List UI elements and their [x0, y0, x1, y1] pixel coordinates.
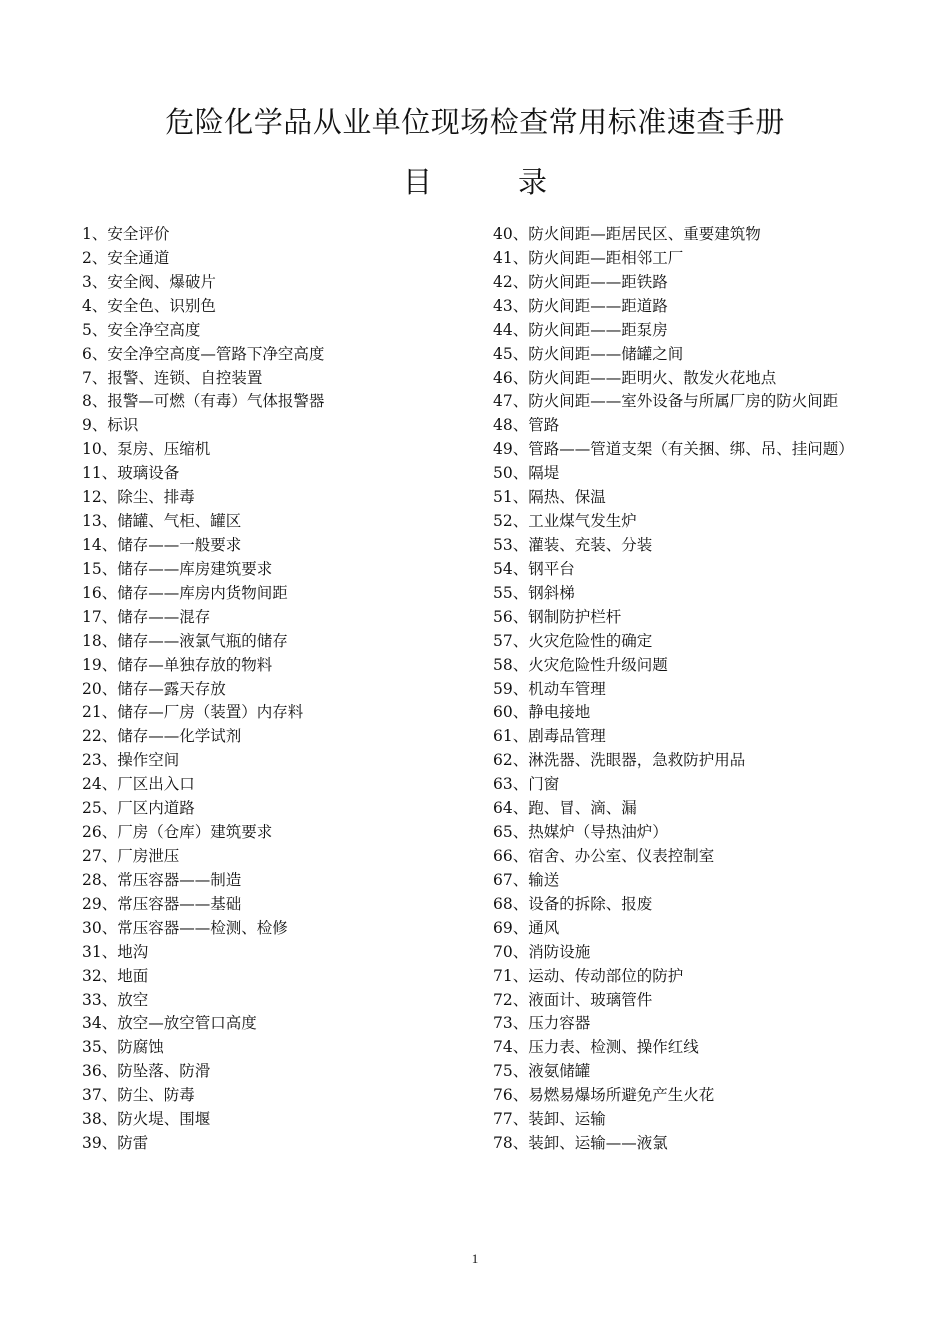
- toc-entry: 75、液氨储罐: [493, 1062, 591, 1081]
- toc-entry: 69、通风: [493, 918, 560, 937]
- toc-entry: 17、储存——混存: [82, 607, 211, 626]
- toc-entry: 6、安全净空高度—管路下净空高度: [82, 344, 325, 363]
- toc-entry: 40、防火间距—距居民区、重要建筑物: [493, 225, 761, 243]
- toc-entry: 63、门窗: [493, 775, 560, 794]
- toc-entry: 50、隔堤: [493, 464, 560, 483]
- toc-entry: 33、放空: [82, 990, 149, 1009]
- toc-entry: 15、储存——库房建筑要求: [82, 559, 273, 578]
- toc-entry: 7、报警、连锁、自控装置: [82, 368, 263, 387]
- toc-entry: 3、安全阀、爆破片: [82, 272, 216, 291]
- toc-entry: 31、地沟: [82, 942, 149, 961]
- toc-entry: 12、除尘、排毒: [82, 488, 195, 507]
- toc-entry: 8、报警—可燃（有毒）气体报警器: [82, 392, 325, 411]
- toc-entry: 4、安全色、识别色: [82, 296, 216, 315]
- toc-entry: 58、火灾危险性升级问题: [493, 655, 668, 674]
- toc-entry: 21、储存—厂房（装置）内存料: [82, 703, 304, 722]
- toc-entry: 20、储存—露天存放: [82, 679, 226, 698]
- toc-entry: 45、防火间距——储罐之间: [493, 344, 684, 363]
- toc-entry: 9、标识: [82, 416, 139, 435]
- toc-entry: 59、机动车管理: [493, 679, 606, 698]
- toc-entry: 49、管路——管道支架（有关捆、绑、吊、挂问题）: [493, 440, 854, 459]
- toc-entry: 2、安全通道: [82, 248, 170, 267]
- toc-entry: 32、地面: [82, 966, 149, 985]
- toc-entry: 41、防火间距—距相邻工厂: [493, 248, 684, 267]
- toc-right-column: [493, 223, 913, 1156]
- toc-entry: 36、防坠落、防滑: [82, 1062, 211, 1081]
- toc-entry: 65、热媒炉（导热油炉）: [493, 823, 668, 842]
- toc-entry: 64、跑、冒、滴、漏: [493, 799, 637, 818]
- toc-entry: 18、储存——液氯气瓶的储存: [82, 631, 288, 650]
- toc-entry: 22、储存——化学试剂: [82, 727, 242, 746]
- toc-entry: 47、防火间距——室外设备与所属厂房的防火间距: [493, 392, 839, 411]
- toc-entry: 71、运动、传动部位的防护: [493, 966, 684, 985]
- toc-entry: 66、宿舍、办公室、仪表控制室: [493, 846, 715, 865]
- toc-entry: 56、钢制防护栏杆: [493, 607, 622, 626]
- toc-entry: 62、淋洗器、洗眼器，急救防护用品: [493, 751, 746, 770]
- document-title: 危险化学品从业单位现场检查常用标准速查手册: [165, 105, 785, 139]
- toc-entry: 38、防火堤、围堰: [82, 1110, 211, 1129]
- toc-entry: 19、储存—单独存放的物料: [82, 655, 273, 674]
- toc-heading-char-2: 录: [517, 165, 547, 199]
- toc-entry: 46、防火间距——距明火、散发火花地点: [493, 368, 777, 387]
- toc-entry: 14、储存——一般要求: [82, 535, 242, 554]
- toc-entry: 23、操作空间: [82, 751, 180, 770]
- toc-heading: [0, 160, 950, 201]
- toc-entry: 74、压力表、检测、操作红线: [493, 1038, 699, 1057]
- toc-entry: 35、防腐蚀: [82, 1038, 164, 1057]
- toc-entry: 76、易燃易爆场所避免产生火花: [493, 1086, 715, 1105]
- toc-entry: 5、安全净空高度: [82, 320, 201, 339]
- toc-heading-char-1: 目: [402, 165, 432, 199]
- toc-entry: 44、防火间距——距泵房: [493, 320, 668, 339]
- page-number: 1: [471, 1251, 479, 1266]
- toc-entry: 34、放空—放空管口高度: [82, 1014, 257, 1033]
- toc-entry: 13、储罐、气柜、罐区: [82, 512, 242, 531]
- toc-entry: 61、剧毒品管理: [493, 727, 606, 746]
- toc-entry: 42、防火间距——距铁路: [493, 272, 668, 291]
- toc-entry: 51、隔热、保温: [493, 488, 606, 507]
- toc-entry: 26、厂房（仓库）建筑要求: [82, 823, 273, 842]
- toc-left-column: [82, 223, 482, 1156]
- toc-entry: 29、常压容器——基础: [82, 894, 242, 913]
- toc-entry: 52、工业煤气发生炉: [493, 512, 637, 531]
- toc-entry: 24、厂区出入口: [82, 775, 195, 794]
- toc-entry: 55、钢斜梯: [493, 583, 575, 602]
- toc-entry: 11、玻璃设备: [82, 464, 180, 483]
- toc-entry: 53、灌装、充装、分装: [493, 535, 653, 554]
- toc-entry: 16、储存——库房内货物间距: [82, 583, 288, 602]
- toc-entry: 77、装卸、运输: [493, 1110, 606, 1129]
- toc-entry: 28、常压容器——制造: [82, 870, 242, 889]
- toc-entry: 60、静电接地: [493, 703, 591, 722]
- toc-entry: 67、输送: [493, 870, 560, 889]
- toc-entry: 57、火灾危险性的确定: [493, 631, 653, 650]
- toc-entry: 72、液面计、玻璃管件: [493, 990, 653, 1009]
- toc-entry: 73、压力容器: [493, 1014, 591, 1033]
- toc-entry: 39、防雷: [82, 1134, 149, 1153]
- toc-entry: 78、装卸、运输——液氯: [493, 1134, 668, 1153]
- toc-entry: 48、管路: [493, 416, 560, 435]
- toc-entry: 30、常压容器——检测、检修: [82, 918, 288, 937]
- toc-entry: 54、钢平台: [493, 559, 575, 578]
- toc-entry: 1、安全评价: [82, 225, 170, 243]
- toc-entry: 25、厂区内道路: [82, 799, 195, 818]
- toc-entry: 37、防尘、防毒: [82, 1086, 195, 1105]
- toc-entry: 10、泵房、压缩机: [82, 440, 211, 459]
- toc-entry: 43、防火间距——距道路: [493, 296, 668, 315]
- toc-entry: 68、设备的拆除、报废: [493, 894, 653, 913]
- toc-entry: 27、厂房泄压: [82, 846, 180, 865]
- toc-entry: 70、消防设施: [493, 942, 591, 961]
